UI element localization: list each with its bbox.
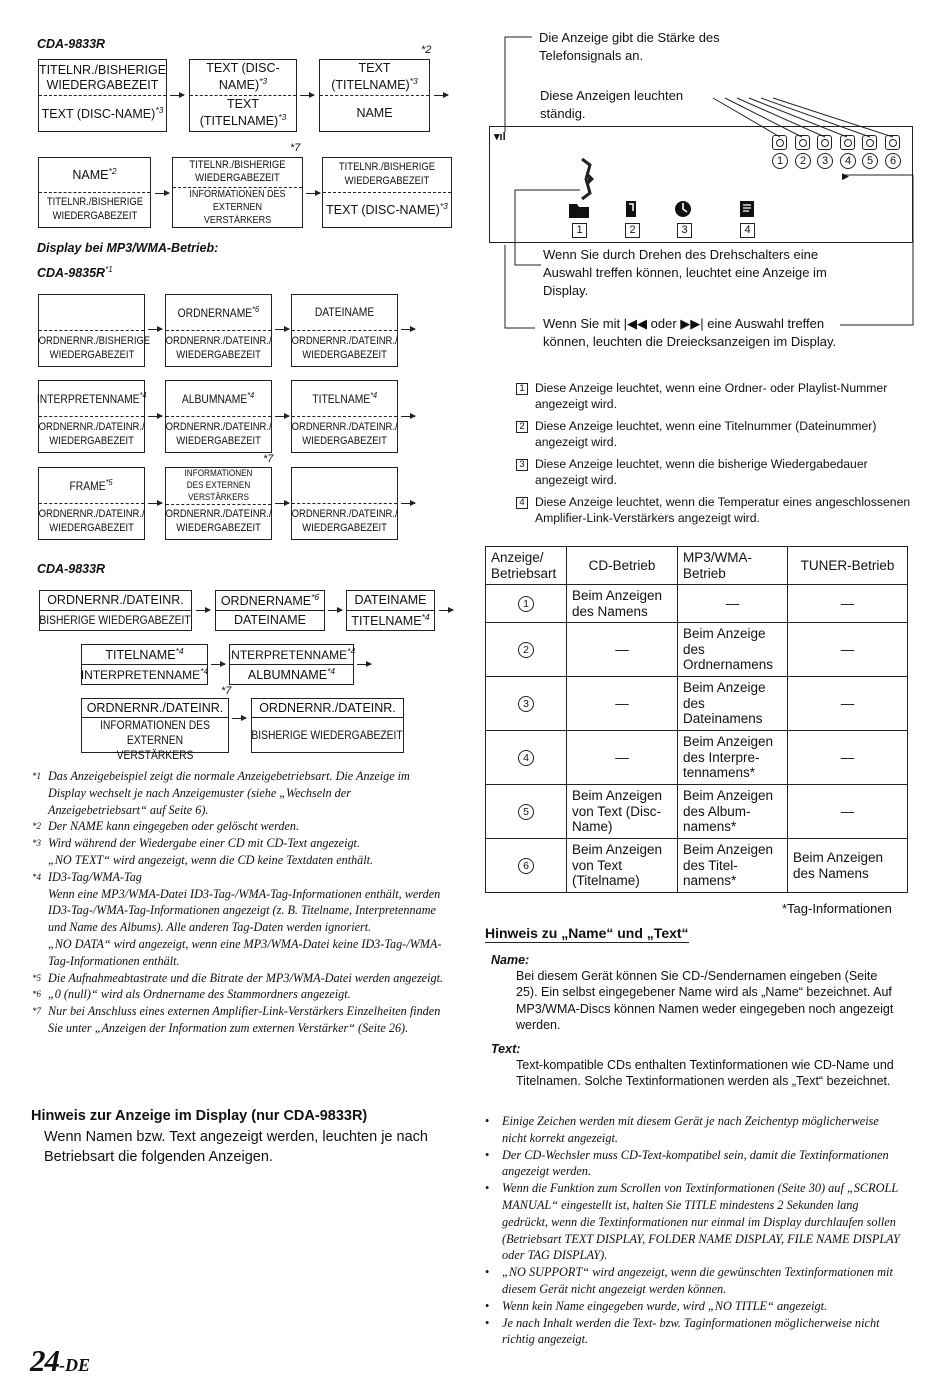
display-box-top: DATEINAME [314, 305, 375, 319]
display-box [165, 294, 272, 367]
display-box-top: ORDNERNAME$^{*6}$ [220, 591, 320, 609]
display-box-bottom: INFORMATIONEN DES EXTERNEN VERSTÄRKERS [189, 187, 286, 226]
square-number: 1 [572, 223, 587, 238]
table-cell: — [678, 585, 788, 623]
flow-arrow [196, 610, 210, 611]
flow-arrow [434, 95, 448, 96]
list-item: • „NO SUPPORT“ wird angezeigt, wenn die gewünschten Textinformationen mit diesem Gerät nicht angezeigt werden können. [485, 1265, 893, 1296]
footnote: *3 Wird während der Wiedergabe einer CD mit CD-Text angezeigt. [32, 836, 360, 851]
footnote-marker: *7 [290, 142, 301, 154]
display-box-bottom: INFORMATIONEN DES EXTERNEN VERSTÄRKERS [100, 718, 210, 762]
table-cell: Beim Anzeigen des Titel-namens* [678, 839, 788, 893]
display-box [291, 467, 398, 540]
display-box [38, 294, 150, 367]
table-header: MP3/WMA-Betrieb [678, 547, 788, 585]
display-box-bottom: ORDNERNR./DATEINR./ WIEDERGABEZEIT [165, 508, 272, 534]
table-cell: — [567, 731, 678, 785]
flow-arrow [357, 664, 371, 665]
clock-icon [673, 199, 693, 219]
display-box [39, 590, 192, 631]
table-cell: — [788, 785, 908, 839]
row-number: 1 [518, 596, 534, 612]
file-indicator-icon [817, 135, 832, 150]
row-number: 6 [518, 858, 534, 874]
display-box [38, 157, 151, 228]
table-row [486, 785, 908, 839]
display-box-top: ALBUMNAME$^{*4}$ [182, 390, 255, 406]
display-box [165, 380, 272, 453]
flow-arrow [148, 503, 162, 504]
table-cell: — [788, 677, 908, 731]
display-box [291, 294, 398, 367]
list-item: 2 Diese Anzeige leuchtet, wenn eine Titelnummer (Dateinummer) angezeigt wird. [516, 419, 916, 450]
square-number: 4 [740, 223, 755, 238]
display-box-top: TITELNR./BISHERIGE WIEDERGABEZEIT [38, 62, 167, 92]
display-box [172, 157, 303, 228]
name-label: Name: [491, 953, 530, 967]
display-box [251, 698, 404, 753]
footnote: *6 „0 (null)“ wird als Ordnername des Stammordners angezeigt. [32, 987, 351, 1002]
display-box-bottom: ORDNERNR./BISHERIGE WIEDERGABEZEIT [38, 334, 150, 361]
table-cell: — [788, 585, 908, 623]
artist-indicator-icon [840, 135, 855, 150]
title-indicator-icon [885, 135, 900, 150]
display-box-bottom: NAME [356, 106, 393, 120]
flow-arrow [232, 718, 246, 719]
flow-arrow [275, 329, 289, 330]
display-box-top: TITELNR./BISHERIGE WIEDERGABEZEIT [338, 161, 436, 187]
display-box-top: ORDNERNAME$^{*6}$ [177, 304, 260, 320]
list-item: 3 Diese Anzeige leuchtet, wenn die bisherige Wiedergabedauer angezeigt wird. [516, 457, 916, 488]
list-item: 1 Diese Anzeige leuchtet, wenn eine Ordner- oder Playlist-Nummer angezeigt wird. [516, 381, 916, 412]
display-box-bottom: TITELNAME$^{*4}$ [351, 611, 430, 629]
flow-arrow [306, 193, 320, 194]
table-cell: — [788, 731, 908, 785]
square-number: 3 [677, 223, 692, 238]
display-box-bottom: TEXT (TITELNAME)$^{*3}$ [199, 97, 287, 129]
table-row [486, 677, 908, 731]
table-cell: Beim Anzeige des Dateinamens [678, 677, 788, 731]
display-box-top: TEXT (DISC-NAME)$^{*3}$ [206, 61, 280, 93]
footnote: „NO DATA“ wird angezeigt, wenn eine MP3/WMA-Datei keine ID3-Tag-/WMA-Tag-Informationen enthält. [48, 936, 442, 968]
display-box [346, 590, 435, 631]
display-box-top: NAME$^{*2}$ [72, 166, 117, 183]
display-box-top: INTERPRETENNAME$^{*4}$ [36, 390, 147, 406]
list-item: • Einige Zeichen werden mit diesem Gerät je nach Zeichentyp möglicherweise nicht korrekt angezeigt. [485, 1114, 879, 1145]
amplifier-icon [738, 199, 756, 219]
display-box-bottom: ORDNERNR./DATEINR./ WIEDERGABEZEIT [165, 420, 272, 447]
row-number: 3 [518, 696, 534, 712]
name-body: Bei diesem Gerät können Sie CD-/Sendernamen eingeben (Seite 25). Ein selbst eingegebener Name wird als „Name“ bezeichnet. Auf MP3/WMA-Discs können Namen weder eingegeben noch angezeigt werden. [516, 969, 894, 1032]
album-indicator-icon [862, 135, 877, 150]
folder-indicator-icon [795, 135, 810, 150]
table-header: Anzeige/ Betriebsart [486, 547, 567, 585]
folder-icon [567, 201, 591, 219]
circle-number: 3 [817, 153, 833, 169]
footnote: *2 Der NAME kann eingegeben oder gelöscht werden. [32, 819, 300, 834]
list-item: • Der CD-Wechsler muss CD-Text-kompatibel sein, damit die Textinformationen angezeigt werden. [485, 1147, 889, 1179]
display-box [81, 698, 229, 762]
display-box-top: INTERPRETENNAME$^{*4}$ [227, 646, 356, 663]
callout-skip: Wenn Sie mit |◀◀ oder ▶▶| eine Auswahl treffen können, leuchten die Dreiecksanzeigen im Display. [543, 316, 837, 349]
display-box [38, 380, 145, 453]
display-box [189, 59, 297, 132]
flow-arrow [148, 329, 162, 330]
table-cell: Beim Anzeigen des Interpre-tennamens* [678, 731, 788, 785]
footnote: Wenn eine MP3/WMA-Datei ID3-Tag-/WMA-Tag-Informationen enthält, werden ID3-Tag-/WMA-Tag-Informationen angezeigt (z. B. Titelname, Interpretenname und Name des Albums). Alle anderen Tag-Daten werden ignoriert. [48, 886, 441, 935]
footnote: *5 Die Aufnahmeabtastrate und die Bitrate der MP3/WMA-Datei werden angezeigt. [32, 970, 444, 985]
circle-number: 4 [840, 153, 856, 169]
display-box-top: DATEINAME [354, 593, 427, 607]
display-box-bottom: ALBUMNAME$^{*4}$ [247, 665, 336, 683]
display-box-top: INFORMATIONEN DES EXTERNEN VERSTÄRKERS [184, 468, 253, 503]
callout-rotary: Wenn Sie durch Drehen des Drehschalters eine Auswahl treffen können, leuchtet eine Anzeige im Display. [543, 247, 827, 298]
footnote-marker: *7 [221, 685, 232, 697]
table-cell: Beim Anzeigen von Text (Disc-Name) [567, 785, 678, 839]
display-box-top: FRAME$^{*5}$ [69, 477, 114, 493]
display-box-bottom: BISHERIGE WIEDERGABEZEIT [251, 727, 404, 742]
footnote: „NO TEXT“ wird angezeigt, wenn die CD keine Textdaten enthält. [48, 852, 374, 867]
square-number: 2 [625, 223, 640, 238]
display-box [229, 644, 354, 685]
footnote-marker: *2 [421, 44, 432, 56]
table-cell: Beim Anzeige des Ordnernamens [678, 623, 788, 677]
display-box-bottom: ORDNERNR./DATEINR./ WIEDERGABEZEIT [291, 420, 398, 447]
display-box [38, 59, 167, 132]
footnote: *1 Das Anzeigebeispiel zeigt die normale Anzeigebetriebsart. Die Anzeige im Display wechselt je nach Anzeigemuster (siehe „Wechseln der Anzeigebetriebsart“ auf Seite 6). [32, 769, 410, 817]
table-cell: Beim Anzeigen des Album-namens* [678, 785, 788, 839]
display-box-top: TITELNAME$^{*4}$ [312, 390, 377, 406]
text-label: Text: [491, 1042, 521, 1056]
table-row [486, 839, 908, 893]
table-note: *Tag-Informationen [782, 901, 892, 916]
table-row [486, 623, 908, 677]
callout-steady: Diese Anzeigen leuchten ständig. [540, 88, 684, 121]
footnote: *4 ID3-Tag/WMA-Tag [32, 869, 142, 884]
row-number: 5 [518, 804, 534, 820]
table-header: TUNER-Betrieb [788, 547, 908, 585]
text-body: Text-kompatible CDs enthalten Textinformationen wie CD-Name und Titelnamen. Solche Textinformationen werden als „Text“ bezeichnet. [516, 1058, 894, 1089]
flow-arrow [328, 610, 342, 611]
display-box-top: TITELNR./BISHERIGE WIEDERGABEZEIT [189, 158, 286, 185]
model-heading: CDA-9833R [37, 37, 106, 51]
flow-arrow [439, 610, 453, 611]
flow-arrow [275, 416, 289, 417]
display-box-bottom: TEXT (DISC-NAME)$^{*3}$ [326, 201, 448, 218]
display-box-bottom: TITELNR./BISHERIGE WIEDERGABEZEIT [46, 196, 143, 222]
display-box-top: TITELNAME$^{*4}$ [105, 645, 184, 663]
table-cell: Beim Anzeigen des Namens [788, 839, 908, 893]
table-header: CD-Betrieb [567, 547, 678, 585]
list-item: 4 Diese Anzeige leuchtet, wenn die Temperatur eines angeschlossenen Amplifier-Link-Verstärkers angezeigt wird. [516, 495, 916, 526]
rotary-indicator-icon [576, 157, 596, 201]
indicator-list [516, 381, 916, 533]
flow-arrow [148, 416, 162, 417]
display-box-bottom: TEXT (DISC-NAME)$^{*3}$ [41, 104, 164, 122]
display-box-top: TEXT (TITELNAME)$^{*3}$ [331, 61, 418, 93]
flow-arrow [275, 503, 289, 504]
footnotes [32, 768, 446, 1037]
flow-arrow [170, 95, 184, 96]
notes-list [485, 1113, 905, 1348]
flow-arrow [401, 416, 415, 417]
table-cell: — [567, 677, 678, 731]
table-cell: Beim Anzeigen von Text (Titelname) [567, 839, 678, 893]
display-box-bottom: ORDNERNR./DATEINR./ WIEDERGABEZEIT [165, 334, 272, 361]
display-box [291, 380, 398, 453]
table-row [486, 731, 908, 785]
table-cell: — [788, 623, 908, 677]
display-box [215, 590, 325, 631]
song-icon [623, 199, 639, 219]
name-text-heading: Hinweis zu „Name“ und „Text“ [485, 925, 689, 941]
table-row [486, 585, 908, 623]
mode-table [485, 546, 908, 893]
signal-icon: ▾ıl [494, 131, 506, 143]
row-number: 4 [518, 750, 534, 766]
display-panel [489, 126, 913, 243]
flow-arrow [211, 664, 225, 665]
display-hint-heading: Hinweis zur Anzeige im Display (nur CDA-9833R) [31, 1108, 368, 1124]
display-box [322, 157, 452, 228]
triangle-right-icon: ▶ [842, 171, 849, 181]
model-heading: CDA-$9835R^{*1}$ [37, 265, 113, 281]
display-hint-body: Wenn Namen bzw. Text angezeigt werden, leuchten je nach Betriebsart die folgenden Anzeigen. [44, 1129, 428, 1165]
display-box [38, 467, 145, 540]
table-header-row [486, 547, 908, 585]
list-item: • Wenn die Funktion zum Scrollen von Textinformationen (Seite 30) auf „SCROLL MANUAL“ eingestellt ist, halten Sie TITLE mindestens 2 Sekunden lang gedrückt, wenn die Textinformationen nur einmal im Display durchlaufen sollen (Betriebsart TEXT DISPLAY, FOLDER NAME DISPLAY, FILE NAME DISPLAY oder TAG DISPLAY). [485, 1181, 900, 1263]
table-cell: Beim Anzeigen des Namens [567, 585, 678, 623]
flow-arrow [401, 503, 415, 504]
display-box-top: ORDNERNR./DATEINR. [47, 593, 184, 607]
display-box-bottom: ORDNERNR./DATEINR./ WIEDERGABEZEIT [38, 507, 145, 534]
disc-indicator-icon [772, 135, 787, 150]
section-heading: Display bei MP3/WMA-Betrieb: [37, 241, 219, 255]
flow-arrow [401, 329, 415, 330]
display-box-bottom: BISHERIGE WIEDERGABEZEIT [39, 613, 192, 627]
circle-number: 2 [795, 153, 811, 169]
callout-signal: Die Anzeige gibt die Stärke des Telefonsignals an. [539, 30, 720, 63]
row-number: 2 [518, 642, 534, 658]
circle-number: 1 [772, 153, 788, 169]
footnote: *7 Nur bei Anschluss eines externen Amplifier-Link-Verstärkers Einzelheiten finden Sie unter „Anzeigen der Information zum externen Verstärker“ (Seite 26). [32, 1004, 441, 1035]
circle-number: 5 [862, 153, 878, 169]
flow-arrow [155, 193, 169, 194]
display-box-top: ORDNERNR./DATEINR. [86, 700, 224, 715]
display-box-bottom: ORDNERNR./DATEINR./ WIEDERGABEZEIT [38, 420, 145, 447]
display-box-bottom: ORDNERNR./DATEINR./ WIEDERGABEZEIT [291, 334, 398, 361]
display-box-bottom: INTERPRETENNAME$^{*4}$ [80, 666, 209, 683]
footnote-marker: *7 [263, 453, 274, 465]
table-cell: — [567, 623, 678, 677]
model-heading: CDA-9833R [37, 562, 106, 576]
display-box [319, 59, 430, 132]
list-item: • Wenn kein Name eingegeben wurde, wird „NO TITLE“ angezeigt. [485, 1298, 828, 1313]
display-box-bottom: DATEINAME [234, 613, 306, 627]
display-box [165, 467, 272, 540]
flow-arrow [300, 95, 314, 96]
page-number: 24-DE [30, 1343, 90, 1378]
display-box-top: ORDNERNR./DATEINR. [259, 700, 396, 715]
list-item: • Je nach Inhalt werden die Text- bzw. Taginformationen möglicherweise nicht richtig angezeigt. [485, 1315, 880, 1347]
display-box-bottom: ORDNERNR./DATEINR./ WIEDERGABEZEIT [291, 507, 398, 534]
display-box [81, 644, 208, 685]
circle-number: 6 [885, 153, 901, 169]
